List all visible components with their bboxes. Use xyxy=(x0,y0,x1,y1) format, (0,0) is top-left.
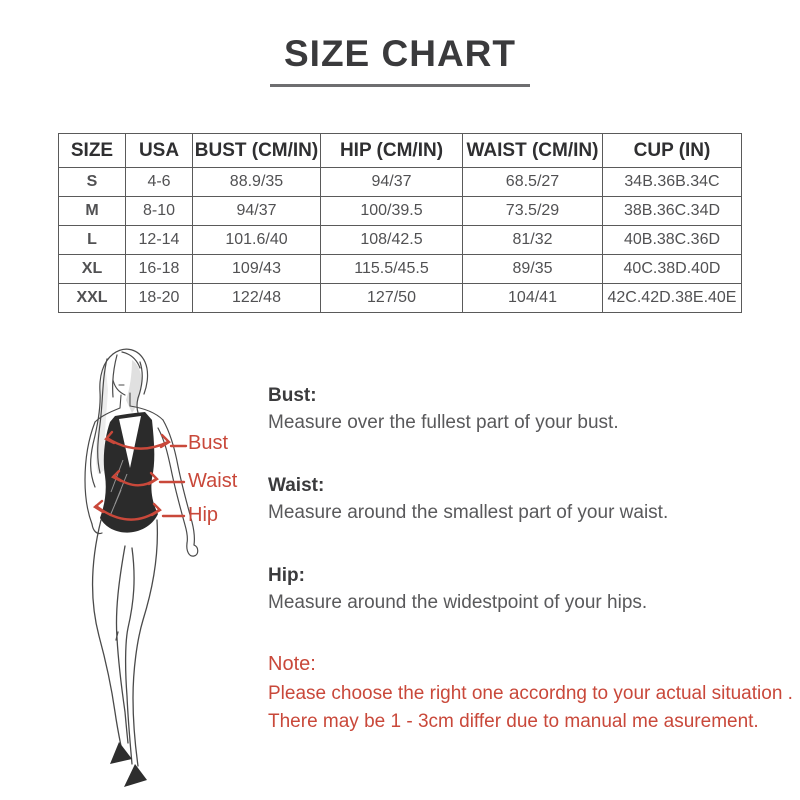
measurement-figure xyxy=(55,340,245,790)
header-cell-size: SIZE xyxy=(59,134,126,168)
waist-label: Waist xyxy=(188,470,238,492)
table-row-xl xyxy=(59,255,742,284)
table-cell: 8-10 xyxy=(126,197,193,226)
table-cell: 81/32 xyxy=(463,226,603,255)
table-cell: 109/43 xyxy=(193,255,321,284)
bust-text: Measure over the fullest part of your bust. xyxy=(268,412,619,433)
hip-label: Hip xyxy=(188,504,219,526)
table-cell: 122/48 xyxy=(193,284,321,313)
note-section xyxy=(268,653,793,732)
instruction-waist xyxy=(268,475,788,524)
bust-heading: Bust: xyxy=(268,385,317,406)
table-row-m xyxy=(59,197,742,226)
table-cell: 100/39.5 xyxy=(321,197,463,226)
note-line-1: Please choose the right one accordng to your actual situation . xyxy=(268,683,793,704)
table-cell: 18-20 xyxy=(126,284,193,313)
table-cell: 34B.36B.34C xyxy=(603,168,742,197)
table-cell: XXL xyxy=(59,284,126,313)
table-cell: 88.9/35 xyxy=(193,168,321,197)
note-line-2: There may be 1 - 3cm differ due to manual me asurement. xyxy=(268,711,759,732)
waist-heading: Waist: xyxy=(268,475,325,496)
hip-text: Measure around the widestpoint of your hips. xyxy=(268,592,648,613)
table-cell: M xyxy=(59,197,126,226)
instruction-bust xyxy=(268,385,788,434)
header-row xyxy=(59,134,742,168)
bust-label: Bust xyxy=(188,432,229,454)
table-cell: 4-6 xyxy=(126,168,193,197)
table-cell: 101.6/40 xyxy=(193,226,321,255)
table-cell: 16-18 xyxy=(126,255,193,284)
table-cell: 108/42.5 xyxy=(321,226,463,255)
header-cell-hip: HIP (CM/IN) xyxy=(321,134,463,168)
header-cell-usa: USA xyxy=(126,134,193,168)
table-cell: 42C.42D.38E.40E xyxy=(603,284,742,313)
table-cell: 40C.38D.40D xyxy=(603,255,742,284)
woman-sketch-illustration xyxy=(55,340,245,790)
note-heading: Note: xyxy=(268,653,316,675)
table-cell: S xyxy=(59,168,126,197)
table-cell: 104/41 xyxy=(463,284,603,313)
table-cell: 73.5/29 xyxy=(463,197,603,226)
table-cell: 89/35 xyxy=(463,255,603,284)
table-cell: XL xyxy=(59,255,126,284)
size-table xyxy=(58,133,742,313)
waist-text: Measure around the smallest part of your waist. xyxy=(268,502,669,523)
table-cell: 68.5/27 xyxy=(463,168,603,197)
table-cell: 12-14 xyxy=(126,226,193,255)
instruction-hip xyxy=(268,565,788,614)
table-cell: 115.5/45.5 xyxy=(321,255,463,284)
table-cell: 127/50 xyxy=(321,284,463,313)
size-table-body xyxy=(59,168,742,313)
size-table-header xyxy=(59,134,742,168)
table-cell: 38B.36C.34D xyxy=(603,197,742,226)
table-cell: 94/37 xyxy=(321,168,463,197)
table-row-s xyxy=(59,168,742,197)
table-cell: L xyxy=(59,226,126,255)
hip-heading: Hip: xyxy=(268,565,305,586)
page-title: SIZE CHART xyxy=(270,33,530,87)
table-row-l xyxy=(59,226,742,255)
header-cell-cup: CUP (IN) xyxy=(603,134,742,168)
header-cell-bust: BUST (CM/IN) xyxy=(193,134,321,168)
table-cell: 94/37 xyxy=(193,197,321,226)
table-cell: 40B.38C.36D xyxy=(603,226,742,255)
header-cell-waist: WAIST (CM/IN) xyxy=(463,134,603,168)
table-row-xxl xyxy=(59,284,742,313)
